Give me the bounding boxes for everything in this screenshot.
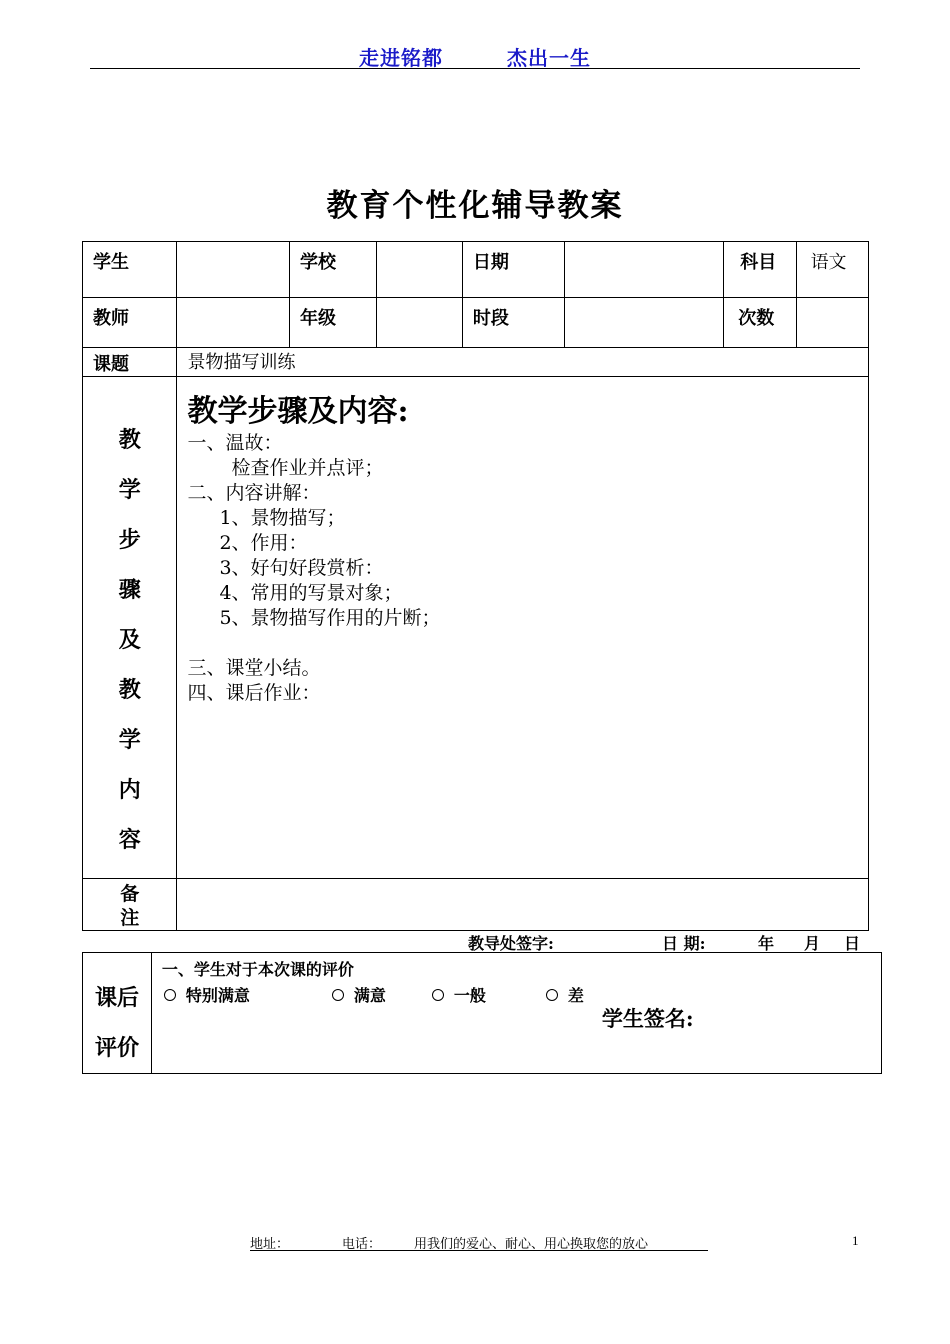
- signoff-row: [82, 931, 861, 953]
- radio-icon[interactable]: [332, 989, 344, 1001]
- school-value[interactable]: [377, 242, 462, 298]
- evaluation-side-label: 课后 评价: [83, 953, 152, 1074]
- remarks-value[interactable]: [177, 879, 869, 931]
- step-line: 4、常用的写景对象；: [219, 582, 403, 604]
- student-label: 学生: [83, 242, 177, 298]
- office-sign-label: 教导处签字:: [468, 934, 554, 953]
- subject-value[interactable]: 语文: [796, 242, 868, 298]
- subject-label: 科目: [724, 242, 796, 298]
- slogan-right: 杰出一生: [506, 46, 591, 70]
- option-poor[interactable]: 差: [546, 983, 584, 1006]
- grade-value[interactable]: [377, 298, 462, 348]
- teacher-value[interactable]: [177, 298, 290, 348]
- radio-icon[interactable]: [546, 989, 558, 1001]
- radio-icon[interactable]: [432, 989, 444, 1001]
- count-value[interactable]: [796, 298, 868, 348]
- signoff-month: 月: [804, 934, 821, 953]
- step-line: 三、课堂小结。: [187, 657, 321, 679]
- step-line: 5、景物描写作用的片断；: [219, 607, 441, 629]
- steps-content[interactable]: [177, 377, 869, 879]
- period-label: 时段: [462, 298, 565, 348]
- signoff-year: 年: [758, 934, 775, 953]
- steps-side-label: 教 学 步 骤 及 教 学 内 容: [83, 377, 177, 879]
- student-signature-label: 学生签名:: [601, 1006, 694, 1031]
- date-label: 日期: [462, 242, 565, 298]
- step-line: 2、作用：: [219, 532, 308, 554]
- slogan-left: 走进铭都: [359, 46, 444, 70]
- step-line: 检查作业并点评；: [231, 457, 384, 479]
- option-average[interactable]: 一般: [432, 983, 486, 1006]
- topic-value[interactable]: 景物描写训练: [177, 348, 869, 377]
- option-satisfied[interactable]: 满意: [332, 983, 386, 1006]
- header-slogan: [0, 42, 950, 71]
- school-label: 学校: [290, 242, 377, 298]
- radio-icon[interactable]: [164, 989, 176, 1001]
- footer-underline: [250, 1250, 708, 1251]
- step-line: 二、内容讲解：: [187, 482, 321, 504]
- topic-label: 课题: [83, 348, 177, 377]
- lesson-plan-table: [82, 241, 869, 931]
- header-divider: [90, 68, 860, 69]
- step-line: 一、温故：: [187, 432, 283, 454]
- grade-label: 年级: [290, 298, 377, 348]
- evaluation-table: [82, 952, 882, 1074]
- page-number: 1: [852, 1233, 859, 1248]
- step-line: 3、好句好段赏析：: [219, 557, 384, 579]
- evaluation-heading: 一、学生对于本次课的评价: [161, 960, 354, 979]
- date-value[interactable]: [565, 242, 724, 298]
- footer-motto: 用我们的爱心、耐心、用心换取您的放心: [414, 1236, 649, 1251]
- signoff-day: 日: [844, 934, 861, 953]
- teacher-label: 教师: [83, 298, 177, 348]
- footer-phone-label: 电话：: [342, 1236, 382, 1251]
- student-value[interactable]: [177, 242, 290, 298]
- period-value[interactable]: [565, 298, 724, 348]
- step-line: 四、课后作业：: [187, 682, 321, 704]
- step-line: 1、景物描写；: [219, 507, 346, 529]
- signoff-date-label: 日 期:: [662, 934, 706, 953]
- document-title: 教育个性化辅导教案: [326, 188, 624, 224]
- steps-heading: 教学步骤及内容:: [187, 394, 409, 429]
- footer-address-label: 地址：: [250, 1236, 290, 1251]
- evaluation-body: [151, 953, 881, 1074]
- count-label: 次数: [724, 298, 796, 348]
- remarks-side-label: 备 注: [83, 879, 177, 931]
- option-very-satisfied[interactable]: 特别满意: [164, 983, 250, 1006]
